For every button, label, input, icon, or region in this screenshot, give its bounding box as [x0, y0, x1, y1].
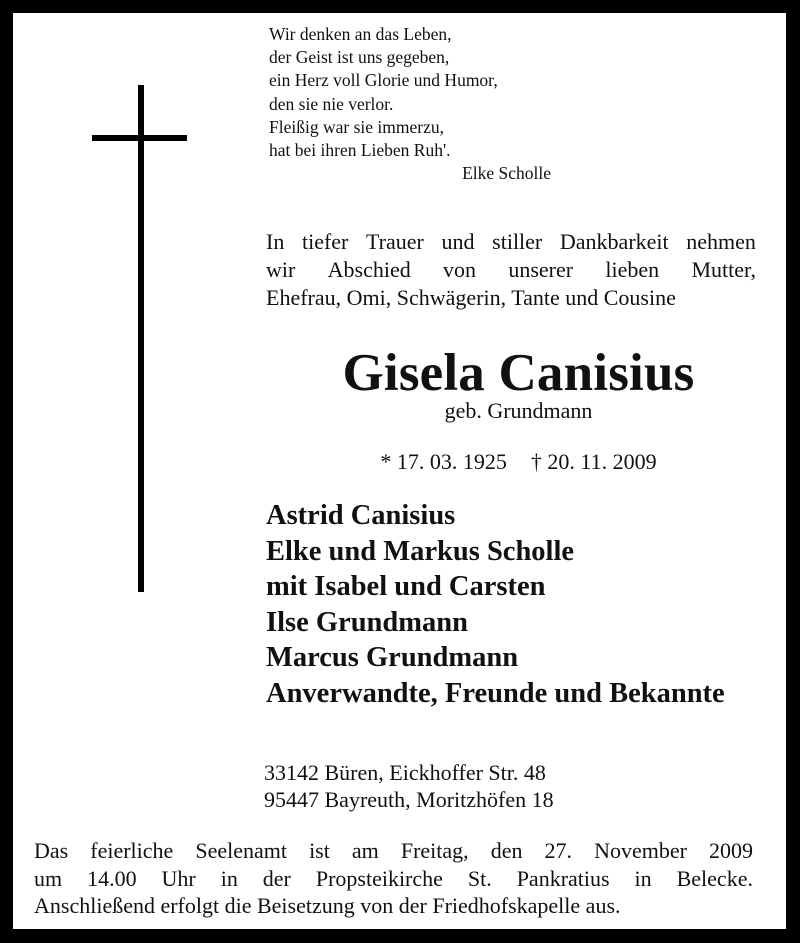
word: Das — [34, 838, 69, 863]
word: Uhr — [161, 865, 196, 891]
footer-line-1 — [34, 837, 753, 865]
word: Freitag, — [400, 838, 469, 863]
mourner: mit Isabel und Carsten — [266, 571, 546, 603]
service-announcement — [34, 837, 753, 920]
maiden-name: geb. Grundmann — [444, 398, 593, 423]
word: den — [490, 838, 523, 863]
word: 14.00 — [87, 865, 137, 891]
poem-line: Wir denken an das Leben, — [269, 24, 452, 44]
word: 2009 — [708, 838, 753, 863]
word: in — [634, 865, 652, 891]
intro-paragraph — [266, 228, 756, 312]
word: von — [443, 257, 477, 282]
word: ist — [309, 838, 330, 863]
word: in — [220, 865, 238, 891]
poem-author: Elke Scholle — [462, 163, 551, 184]
mourner: Ilse Grundmann — [266, 606, 468, 638]
word: tiefer — [301, 229, 349, 254]
word: Propsteikirche — [315, 865, 443, 891]
family-addresses — [264, 759, 664, 813]
poem-line: Fleißig war sie immerzu, — [269, 116, 444, 137]
mourner: Elke und Markus Scholle — [266, 535, 575, 567]
word: In — [266, 229, 285, 254]
word: und — [441, 229, 475, 254]
word: Mutter, — [691, 257, 756, 282]
intro-line-3: Ehefrau, Omi, Schwägerin, Tante und Cousine — [266, 285, 676, 310]
word: 27. — [544, 838, 573, 863]
poem-line: ein Herz voll Glorie und Humor, — [269, 70, 498, 91]
mourner: Astrid Canisius — [266, 500, 456, 531]
word: Seelenamt — [195, 838, 288, 863]
mourner: Marcus Grundmann — [266, 642, 519, 674]
word: St. — [467, 865, 492, 891]
death-date: † 20. 11. 2009 — [530, 449, 657, 474]
word: wir — [266, 257, 296, 282]
word: nehmen — [686, 229, 756, 254]
word: Abschied — [327, 257, 411, 282]
word: November — [594, 838, 687, 863]
word: am — [351, 838, 379, 863]
word: unserer — [508, 257, 574, 282]
memorial-poem — [269, 23, 569, 185]
life-dates — [266, 448, 771, 476]
word: Trauer — [366, 229, 424, 254]
intro-line-1 — [266, 228, 756, 256]
word: um — [34, 865, 63, 891]
word: der — [262, 865, 291, 891]
address: 33142 Büren, Eickhoffer Str. 48 — [264, 760, 546, 785]
deceased-name: Gisela Canisius — [342, 344, 695, 402]
obituary-notice — [13, 13, 786, 929]
word: lieben — [605, 257, 660, 282]
word: stiller — [492, 229, 543, 254]
mourner: Anverwandte, Freunde und Bekannte — [266, 677, 725, 709]
word: Belecke. — [676, 865, 753, 891]
mourners-list — [266, 498, 786, 712]
birth-date: * 17. 03. 1925 — [380, 449, 507, 474]
poem-line: der Geist ist uns gegeben, — [269, 47, 450, 68]
word: feierliche — [90, 838, 174, 863]
footer-line-2 — [34, 865, 753, 893]
footer-line-3: Anschließend erfolgt die Beisetzung von der Friedhofskapelle aus. — [34, 893, 621, 918]
cross-vertical-bar — [138, 85, 144, 592]
cross-horizontal-bar — [92, 135, 187, 141]
poem-line: hat bei ihren Lieben Ruh'. — [269, 140, 451, 161]
word: Dankbarkeit — [559, 229, 669, 254]
address: 95447 Bayreuth, Moritzhöfen 18 — [264, 787, 554, 812]
intro-line-2 — [266, 256, 756, 284]
word: Pankratius — [516, 865, 610, 891]
poem-line: den sie nie verlor. — [269, 93, 394, 114]
